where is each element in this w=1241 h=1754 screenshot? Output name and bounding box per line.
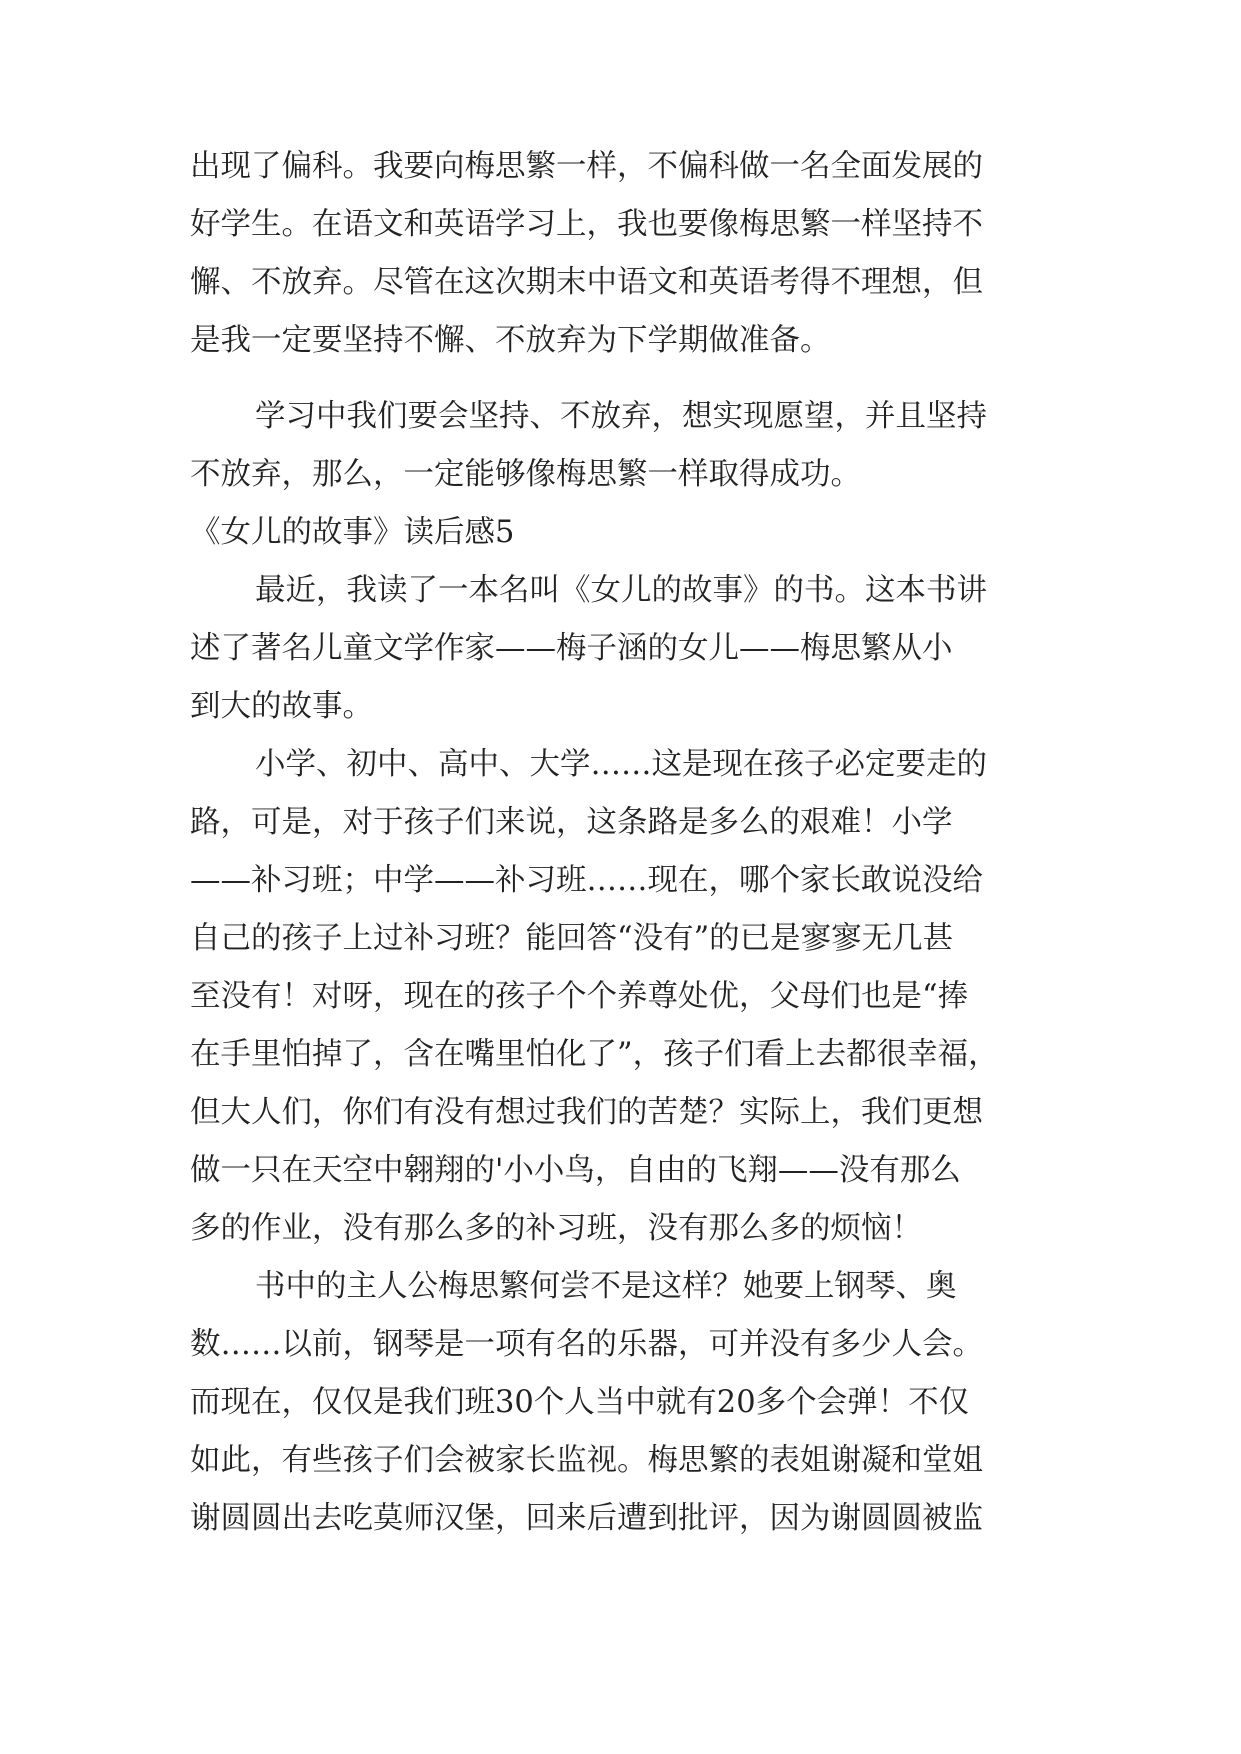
text-line: 做一只在天空中翱翔的'小小鸟，自由的飞翔——没有那么 bbox=[190, 1153, 961, 1188]
text-line: 自己的孩子上过补习班？能回答“没有”的已是寥寥无几甚 bbox=[190, 921, 954, 956]
text-line: 是我一定要坚持不懈、不放弃为下学期做准备。 bbox=[190, 323, 831, 358]
text-line: 谢圆圆出去吃莫师汉堡，回来后遭到批评，因为谢圆圆被监 bbox=[190, 1501, 983, 1536]
text-line: 出现了偏科。我要向梅思繁一样，不偏科做一名全面发展的 bbox=[190, 149, 983, 184]
text-line: 多的作业，没有那么多的补习班，没有那么多的烦恼！ bbox=[190, 1211, 922, 1246]
text-line: 到大的故事。 bbox=[190, 689, 373, 724]
text-line: 述了著名儿童文学作家——梅子涵的女儿——梅思繁从小 bbox=[190, 631, 953, 666]
text-line: 不放弃，那么，一定能够像梅思繁一样取得成功。 bbox=[190, 457, 861, 492]
text-line: 如此，有些孩子们会被家长监视。梅思繁的表姐谢凝和堂姐 bbox=[190, 1443, 983, 1478]
paragraph-start-line: 小学、初中、高中、大学……这是现在孩子必定要走的 bbox=[255, 747, 987, 782]
text-line: 好学生。在语文和英语学习上，我也要像梅思繁一样坚持不 bbox=[190, 207, 983, 242]
text-line: 而现在，仅仅是我们班30个人当中就有20多个会弹！不仅 bbox=[190, 1385, 970, 1420]
text-line: 在手里怕掉了，含在嘴里怕化了”，孩子们看上去都很幸福， bbox=[190, 1037, 999, 1072]
paragraph-start-line: 书中的主人公梅思繁何尝不是这样？她要上钢琴、奥 bbox=[255, 1269, 957, 1304]
text-line: 至没有！对呀，现在的孩子个个养尊处优，父母们也是“捧 bbox=[190, 979, 969, 1014]
paragraph-start-line: 最近，我读了一本名叫《女儿的故事》的书。这本书讲 bbox=[255, 573, 987, 608]
text-line: 数……以前，钢琴是一项有名的乐器，可并没有多少人会。 bbox=[190, 1327, 983, 1362]
paragraph-start-line: 学习中我们要会坚持、不放弃，想实现愿望，并且坚持 bbox=[255, 399, 987, 434]
text-line: ——补习班；中学——补习班……现在，哪个家长敢说没给 bbox=[190, 863, 983, 898]
section-heading: 《女儿的故事》读后感5 bbox=[190, 515, 515, 550]
text-line: 懈、不放弃。尽管在这次期末中语文和英语考得不理想，但 bbox=[190, 265, 983, 300]
text-line: 但大人们，你们有没有想过我们的苦楚？实际上，我们更想 bbox=[190, 1095, 983, 1130]
text-line: 路，可是，对于孩子们来说，这条路是多么的艰难！小学 bbox=[190, 805, 953, 840]
